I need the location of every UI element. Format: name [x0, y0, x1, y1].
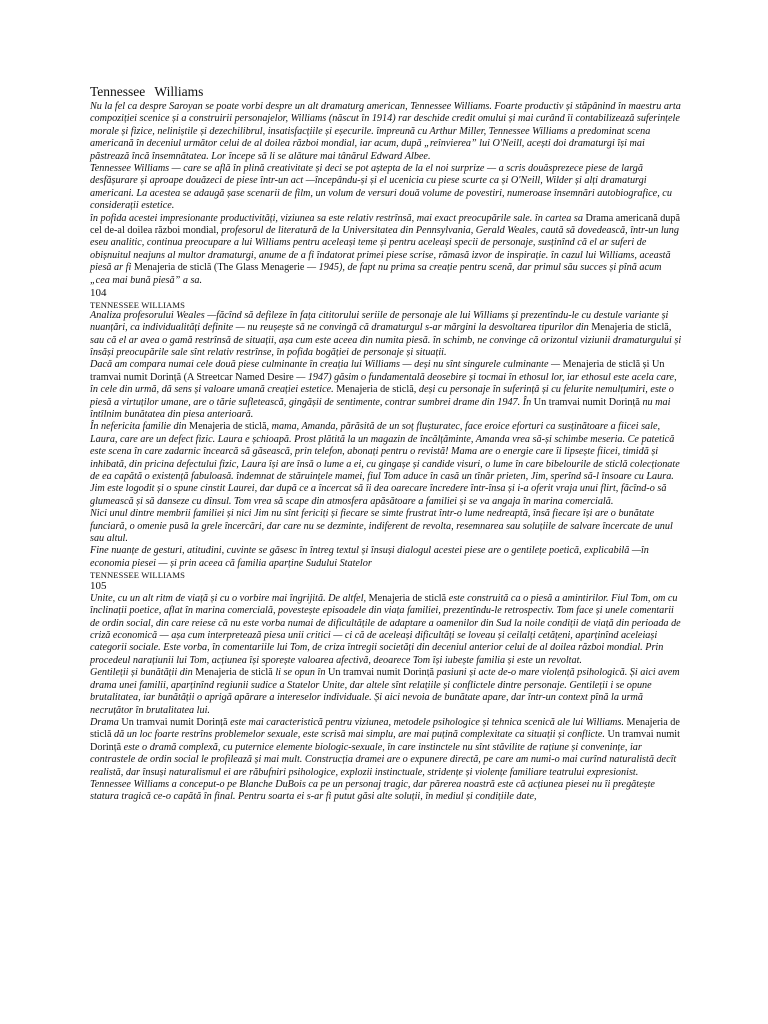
text-run: — 1945), de fapt nu prima sa creație pentru scenă, dar primul său succes și pînă acum „cea mai bună piesă” a sa.: [90, 262, 662, 286]
page-number: 105: [90, 580, 107, 593]
text-run: mama, Amanda, părăsită de un soț flușturatec, face eroice eforturi ca susținătoare a fiicei sale, Laura, care are un defect fizic. Laura e șchioapă. Prost plătită la un magazin de încălțăminte, Amanda vrea să-și schimbe meseria. Ce patetică este scena în care zadarnic încearcă să găsească, prin telefon, abonați pentru o revistă! Mama are o energie care îi lipsește fiicei, timidă și inhibată, din pricina defectului fizic, Laura își are însă o lume a ei, cu gingașe și candide visuri, o lume în care bibelourile de sticlă colecționate de ea capătă o existență fabuloasă. îndemnat de stăruințele mamei, fiul Tom aduce în casă un tînăr prieten, Jim, sperînd să-l însoare cu Laura. Jim este logodit și o spune cinstit Laurei, dar după ce a încercat să îi dea oarecare încredere într-însa și i-a oferit vraja unui flirt, făcînd-o să glumească și să danseze cu dînsul. Tom vrea să scape din atmosfera apăsătoare a familiei și se va angaja în marina comercială.: [90, 421, 680, 507]
text-run: Tennessee Williams a conceput-o pe Blanche DuBois ca pe un personaj tragic, dar părerea noastră este că acțiunea piesei nu îi pregătește statura tragică ce-o capătă în final. Pentru soarta ei s-ar fi putut găsi alte soluții, în mediul și condițiile date,: [90, 778, 655, 803]
text-run: este mai caracteristică pentru viziunea, metodele psihologice și tehnica scenică ale lui Williams.: [227, 716, 627, 728]
text-run: sau că el ar avea o gamă restrînsă de situații, așa cum este aceea din numita piesă. în schimb, ne convinge că orizontul viziunii dramaturgului și însăși preocupările sale sînt relativ restrînse, în pofida bogăției de personaje și situații.: [90, 334, 682, 358]
paragraph: [90, 593, 682, 667]
title-run: Menajeria de sticlă: [90, 716, 680, 741]
paragraph: [90, 101, 682, 163]
text-run: Dacă am compara numai cele două piese culminante în creația lui Williams — deși nu sînt singurele culminante —: [90, 359, 563, 371]
text-run: este o dramă complexă, cu puternice elemente biologic-sexuale, în care instinctele nu sînt stăvilite de rațiune și convenințe, iar contrastele de ordin social le profilează și mai mult. Construcția dramei are o expunere directă, pe care am numi-o mai curînd naturalistă decît realistă, dar însuși naturalismul ei are răbufniri psihologice, explozii instinctuale, stridențe și violențe familiare teatrului expresionist.: [90, 741, 677, 778]
text-run: Analiza profesorului Weales —făcînd să defileze în fața cititorului seriile de personaje ale lui Williams și prezentîndu-le cu destule variante și nuanțări, ca individualități definite — nu reușește să ne convingă că dramaturgul s-ar mărgini la desvoltarea tipurilor din: [90, 309, 669, 334]
title-run: Menajeria de sticlă: [368, 592, 447, 604]
document-body: [90, 101, 682, 804]
title-run: Menajeria de sticlă,: [189, 421, 270, 433]
title-run: Un tramvai numit Dorință: [533, 396, 640, 408]
title-run: Menajeria de sticlă,: [591, 322, 672, 334]
text-run: Sudului Statelor: [305, 557, 372, 569]
title-run: Un tramvai numit Dorință: [121, 716, 228, 728]
title-run: Drama americană după cel de-al doilea război mondial,: [90, 212, 680, 237]
paragraph: [90, 421, 682, 508]
page-title: Tennessee Williams: [90, 84, 204, 99]
text-run: Gentileții și bunătății din: [90, 667, 196, 679]
paragraph: [90, 213, 682, 287]
paragraph: [90, 717, 682, 779]
paragraph: [90, 545, 682, 570]
text-run: În nefericita familie din: [90, 421, 190, 433]
paragraph: [90, 779, 682, 804]
text-run: dă un loc foarte restrîns problemelor sexuale, este scrisă mai simplu, are mai puțină complexitate ca situații și conflicte.: [111, 729, 608, 741]
document-page: [90, 84, 682, 804]
running-header: TENNESSEE WILLIAMS: [90, 299, 185, 310]
text-run: în pofida acestei impresionante productivități, viziunea sa este relativ restrînsă, mai exact preocupările sale. în cartea sa: [90, 212, 586, 224]
title-run: Menajeria de sticlă (The Glass Menagerie: [133, 262, 305, 274]
title-run: Un tramvai numit Dorință: [90, 729, 680, 753]
running-header: TENNESSEE WILLIAMS: [90, 570, 185, 581]
paragraph: [90, 508, 682, 545]
title-run: Menajeria de sticlă: [195, 667, 273, 679]
text-run: Fine nuanțe de gesturi, atitudini, cuvinte se găsesc în întreg textul și însuși dialogul acestei piese are o gentilețe poetică, explicabilă —în economia piesei — și prin aceea că familia aparține: [90, 545, 649, 569]
paragraph: [90, 667, 682, 717]
title-run: Un tramvai numit Dorință: [327, 667, 435, 679]
text-run: li se opun în: [272, 667, 328, 679]
text-run: Unite, cu un alt ritm de viață și cu o vorbire mai îngrijită. De altfel,: [90, 592, 369, 604]
paragraph: [90, 310, 682, 360]
title-run: Menajeria de sticlă și Un tramvai numit Dorință (A Streetcar Named Desire: [90, 359, 665, 383]
paragraph: [90, 359, 682, 421]
text-run: pasiuni și acte de-o mare violență psihologică. Și aici avem drama unei familii, aparținînd regiunii sudice a Statelor Unite, dar altele sînt relațiile și conflictele dintre personaje. Gentileții i se opune brutalitatea, iar bunătății o aprigă apărare a intereselor individuale. Și aici nevoia de bunătate apare, dar într-un context pînă la urmă necruțător în brutalitatea lui.: [90, 667, 680, 716]
text-run: Nici unul dintre membrii familiei și nici Jim nu sînt fericiți și fiecare se simte frustrat într-o lume nedreaptă, însă fiecare își are o bunătate funciară, o omenie pusă la grele încercări, dar care nu se dezminte, indiferent de revolta, resemnarea sau soluțiile de salvare încercate de unul sau altul.: [90, 508, 673, 545]
paragraph: [90, 163, 682, 213]
page-number: 104: [90, 287, 107, 300]
text-run: Tennessee Williams — care se află în plină creativitate și deci se pot aștepta de la el noi surprize — a scris douăsprezece piese de largă desfășurare și aproape douăzeci de piese într-un act —începându-și și el ucenicia cu piese scurte ca și O'Neill, Wilder și alți dramaturgi americani. La acestea se adaugă șase scenarii de film, un volum de versuri două volume de povestiri, numeroase însemnări autobiografice, cu considerații estetice.: [90, 163, 672, 212]
text-run: — 1947) găsim o fundamentală deosebire și tocmai în ethosul lor, iar ethosul este acela care, în cele din urmă, dă sens și valoare umană creației estetice.: [90, 371, 677, 396]
title-run: Menajeria de sticlă,: [336, 384, 417, 396]
text-run: profesorul de literatură de la Universitatea din Pennsylvania, Gerald Weales, caută să dovedească, într-un lung eseu analitic, continua preocupare a lui Williams pentru aceleași teme și pentru aceleași specii de personaje, susținînd că el ar suferi de obișnuitul neajuns al multor dramaturgi, anume de a fi îndatorat primei piese scrise, rămasă izvor de inspirație. în cazul lui Williams, această piesă ar fi: [90, 225, 679, 274]
text-run: Drama: [90, 716, 122, 728]
text-run: deși cu personaje în suferință și cu felurite nemulțumiri, este o piesă a virtuților umane, are o tărie sufletească, gingășii de sentimente, contrar sumbrei drame din 1947. În: [90, 384, 674, 408]
text-run: nu mai întîlnim bunătatea din piesa anterioară.: [90, 396, 671, 420]
text-run: Nu la fel ca despre Saroyan se poate vorbi despre un alt dramaturg american, Tennessee Williams. Foarte productiv și stăpânind în maestru arta compoziției scenice și a construirii personajelor, Williams (născut în 1914) rar deschide credit omului și mai curând îi contabilizează suferințele morale și fizice, neliniștile și dezechilibrul, insatisfacțiile și eșecurile. împreună cu Arthur Miller, Tennessee Williams a predominat scena americană în deceniul următor celui de al doilea război mondial, iar acum, după „reînvierea” lui O'Neill, acești doi dramaturgi își mai păstrează încă însemnătatea. Lor începe să li se alăture mai tânărul Edward Albee.: [90, 101, 681, 162]
text-run: este construită ca o piesă a amintirilor. Fiul Tom, om cu înclinații poetice, aflat în marina comercială, povestește episoadele din viața familiei, prezentîndu-le retrospectiv. Tom face și unele comentarii de ordin social, din care reiese că nu este vorba numai de dificultățile de adaptare a oamenilor din Sud la noile condiții de viață din perioada de criză economică — așa cum interpretează piesa unii critici — ci că de aceleași dificultăți se loveau și ceilalți cetățeni, aparținînd aceleiași categorii sociale. Este vorba, în comentariile lui Tom, de criza întregii societăți din deceniul anterior celui de al doilea război mondial. Prin procedeul narațiunii lui Tom, acțiunea își sporește valoarea afectivă, deoarece Tom își iubește familia și este un revoltat.: [90, 592, 681, 666]
